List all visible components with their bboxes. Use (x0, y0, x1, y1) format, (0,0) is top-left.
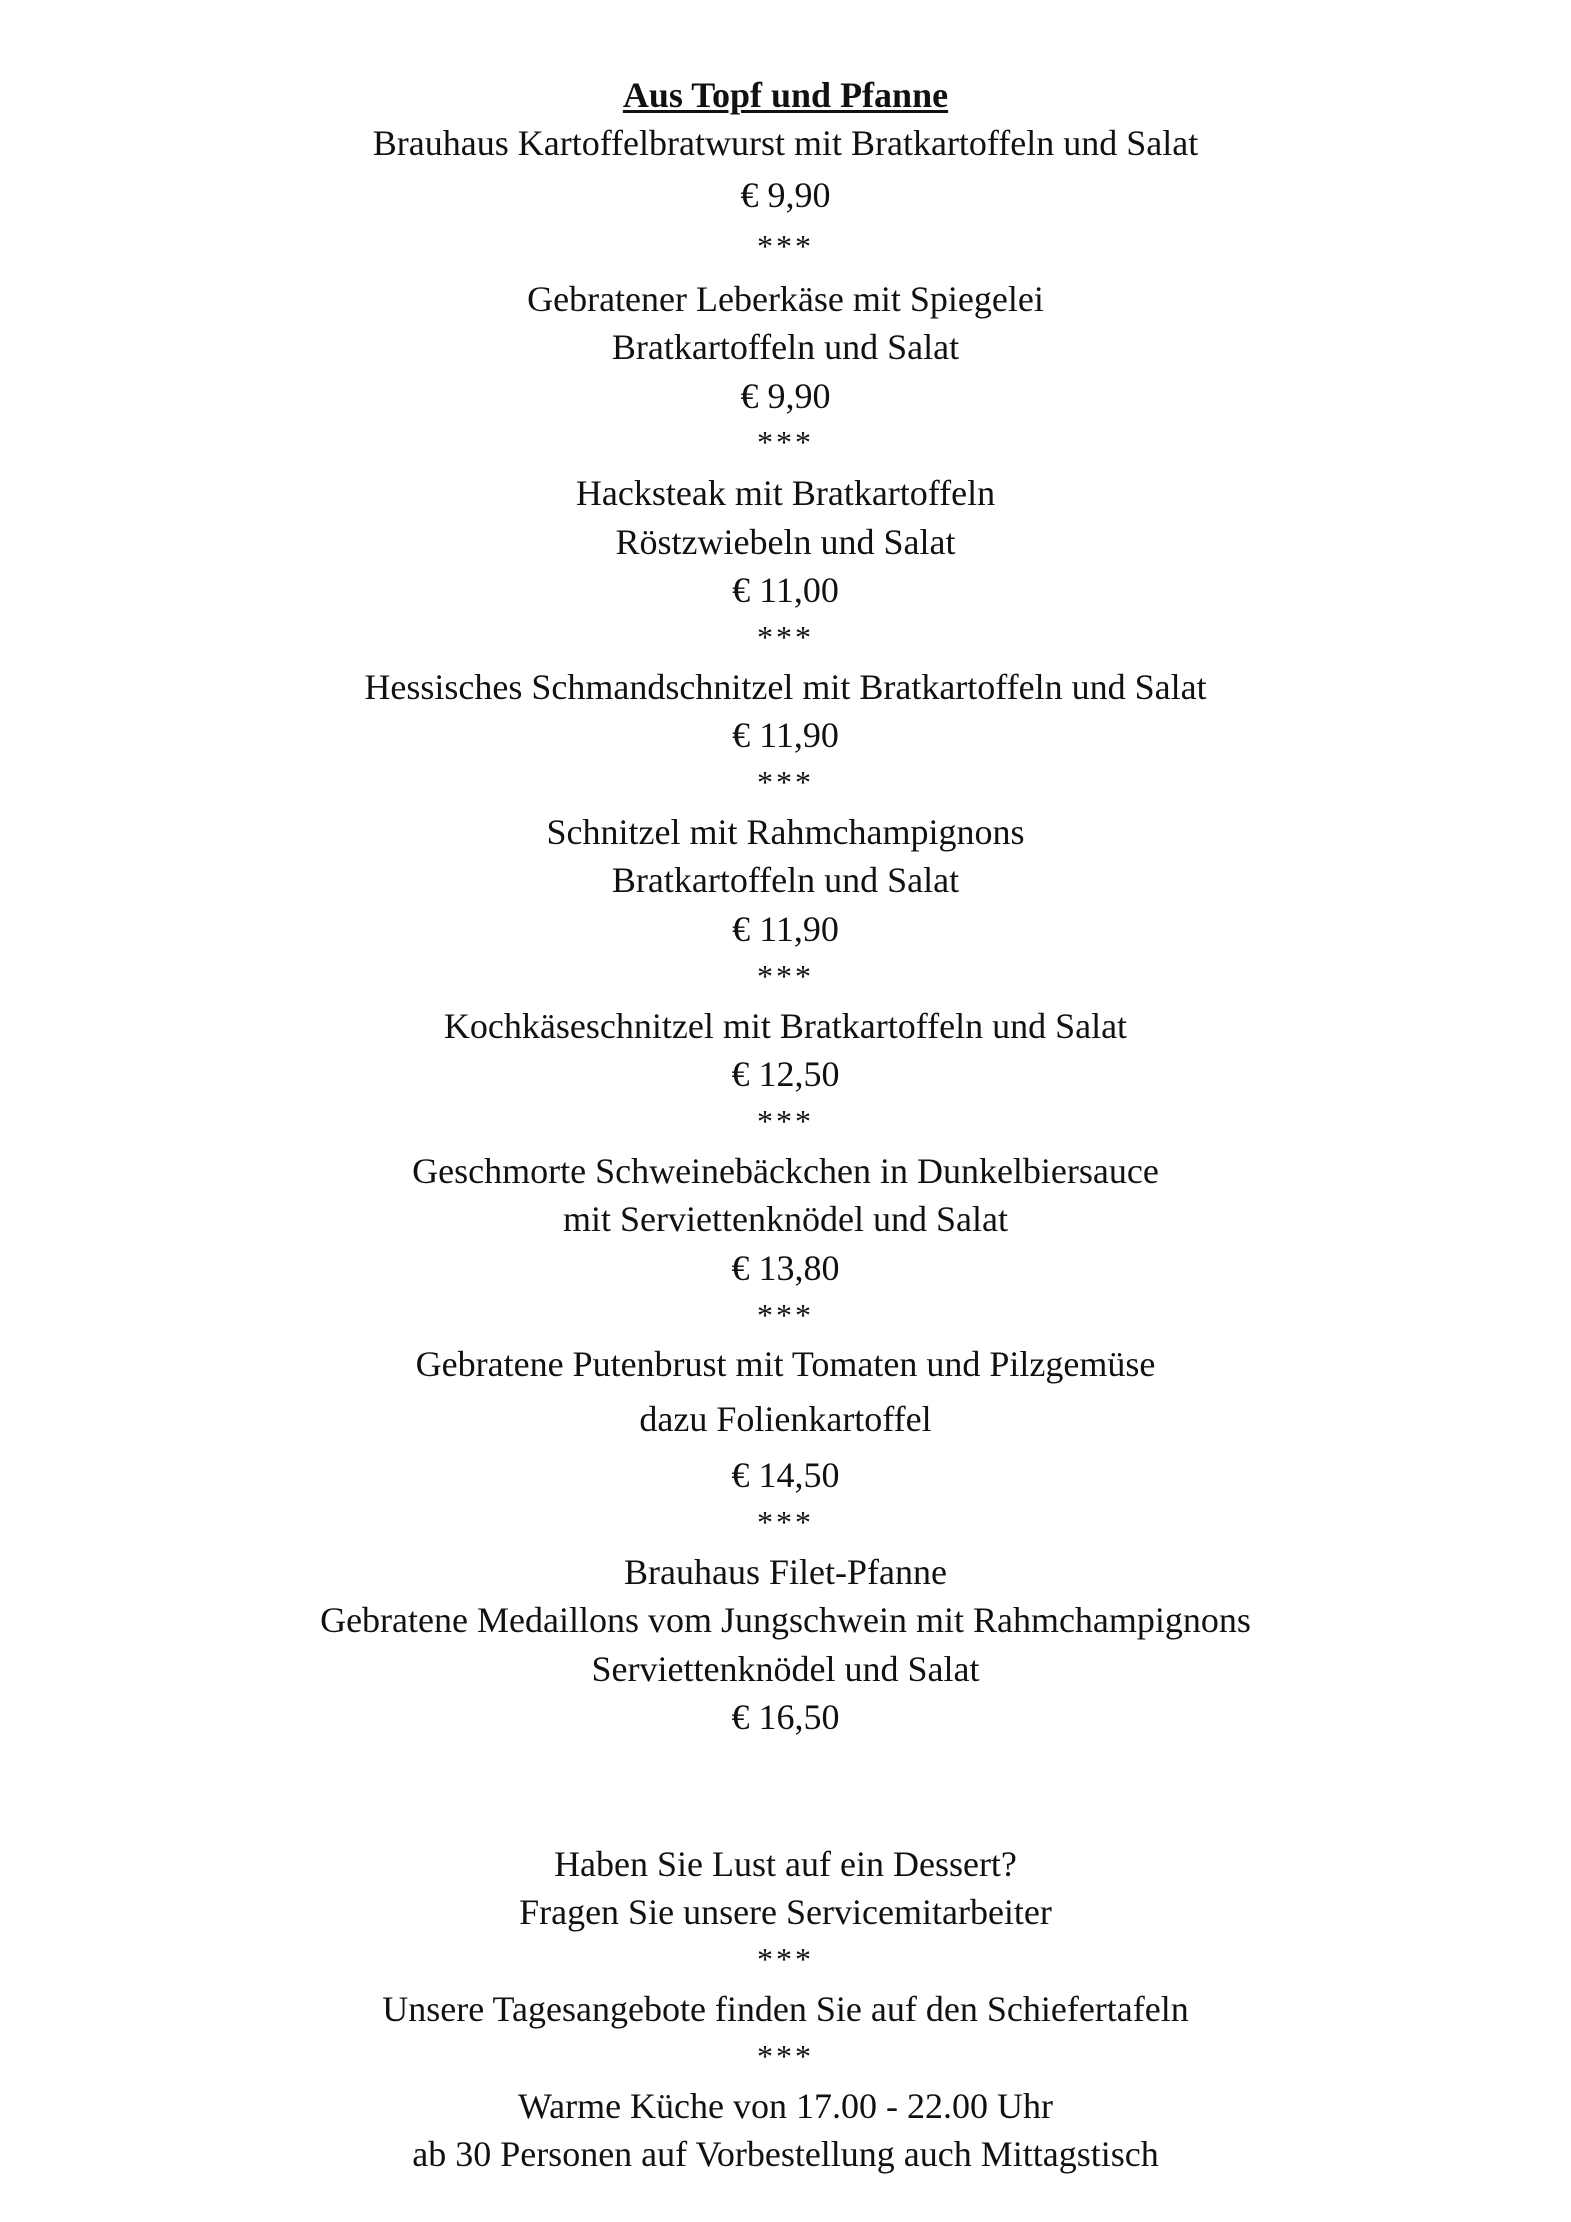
separator: *** (757, 764, 814, 800)
menu-item-2-line-1: Gebratener Leberkäse mit Spiegelei (527, 279, 1044, 319)
dessert-hint: Fragen Sie unsere Servicemitarbeiter (519, 1892, 1052, 1932)
separator: *** (757, 2038, 814, 2074)
menu-item-8-line-1: Gebratene Putenbrust mit Tomaten und Pilzgemüse (415, 1344, 1156, 1384)
separator: *** (757, 1103, 814, 1139)
menu-item-7-line-1: Geschmorte Schweinebäckchen in Dunkelbiersauce (412, 1151, 1159, 1191)
menu-item-2-line-2: Bratkartoffeln und Salat (611, 327, 960, 367)
menu-item-4-price: € 11,90 (732, 715, 839, 755)
menu-item-8-price: € 14,50 (731, 1455, 840, 1495)
lunch-note: ab 30 Personen auf Vorbestellung auch Mittagstisch (412, 2134, 1159, 2174)
menu-item-2-price: € 9,90 (740, 376, 831, 416)
menu-item-9-line-2: Gebratene Medaillons vom Jungschwein mit Rahmchampignons (320, 1600, 1251, 1640)
menu-item-9-price: € 16,50 (731, 1697, 840, 1737)
menu-item-7-line-2: mit Serviettenknödel und Salat (563, 1199, 1008, 1239)
menu-item-7-price: € 13,80 (731, 1248, 840, 1288)
kitchen-hours: Warme Küche von 17.00 - 22.00 Uhr (518, 2086, 1053, 2126)
menu-item-6-line-1: Kochkäseschnitzel mit Bratkartoffeln und Salat (443, 1006, 1128, 1046)
separator: *** (757, 424, 814, 460)
menu-item-9-line-1: Brauhaus Filet-Pfanne (624, 1552, 947, 1592)
menu-item-1-line-1: Brauhaus Kartoffelbratwurst mit Bratkartoffeln und Salat (372, 123, 1199, 163)
menu-item-1-price: € 9,90 (740, 175, 831, 215)
separator: *** (757, 958, 814, 994)
separator: *** (757, 619, 814, 655)
menu-item-9-line-3: Serviettenknödel und Salat (591, 1649, 980, 1689)
separator: *** (757, 1504, 814, 1540)
menu-item-5-line-2: Bratkartoffeln und Salat (611, 860, 960, 900)
separator: *** (757, 1297, 814, 1333)
separator: *** (757, 1941, 814, 1977)
daily-offers-note: Unsere Tagesangebote finden Sie auf den Schiefertafeln (382, 1989, 1189, 2029)
dessert-question: Haben Sie Lust auf ein Dessert? (554, 1844, 1017, 1884)
menu-item-5-price: € 11,90 (732, 909, 839, 949)
menu-section-title: Aus Topf und Pfanne (622, 75, 949, 115)
menu-item-6-price: € 12,50 (731, 1054, 840, 1094)
menu-item-8-line-2: dazu Folienkartoffel (639, 1399, 932, 1439)
menu-item-3-line-2: Röstzwiebeln und Salat (615, 522, 956, 562)
menu-item-3-line-1: Hacksteak mit Bratkartoffeln (575, 473, 996, 513)
menu-item-5-line-1: Schnitzel mit Rahmchampignons (546, 812, 1025, 852)
menu-item-3-price: € 11,00 (732, 570, 839, 610)
separator: *** (757, 228, 814, 264)
menu-item-4-line-1: Hessisches Schmandschnitzel mit Bratkartoffeln und Salat (364, 667, 1207, 707)
